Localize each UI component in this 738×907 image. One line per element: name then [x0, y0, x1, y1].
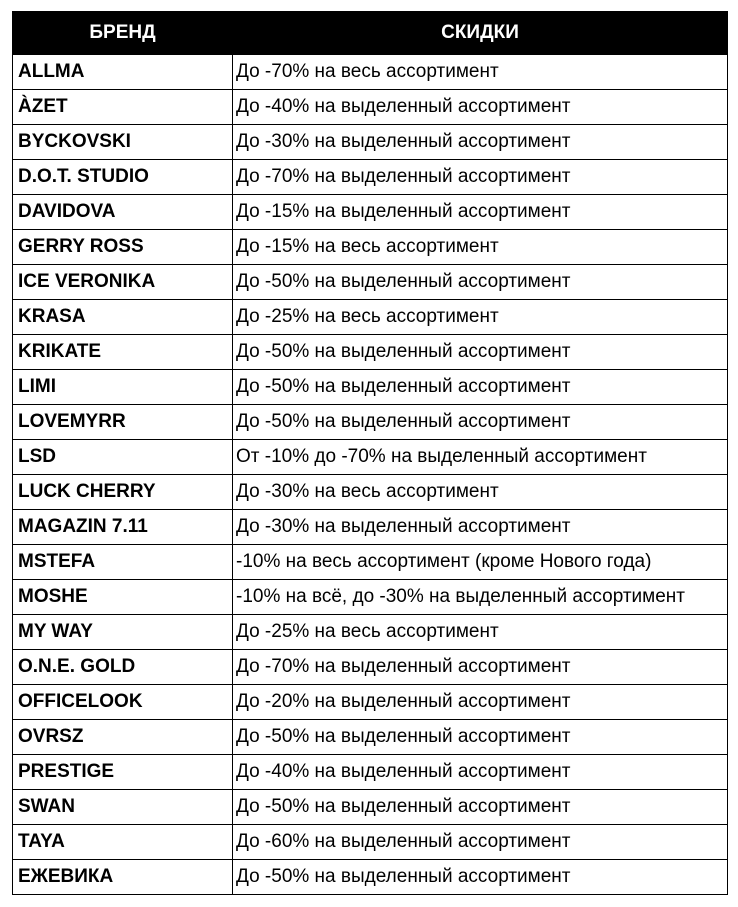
discount-cell: До -50% на выделенный ассортимент [233, 265, 728, 300]
table-row [13, 545, 728, 580]
brand-cell: MAGAZIN 7.11 [13, 510, 233, 545]
brand-cell: PRESTIGE [13, 755, 233, 790]
discount-cell: До -50% на выделенный ассортимент [233, 860, 728, 895]
discount-cell: До -30% на весь ассортимент [233, 475, 728, 510]
table-body [13, 55, 728, 895]
discount-cell: До -15% на весь ассортимент [233, 230, 728, 265]
brand-cell: LSD [13, 440, 233, 475]
table-row [13, 790, 728, 825]
table-row [13, 510, 728, 545]
discount-cell: До -70% на выделенный ассортимент [233, 160, 728, 195]
table-row [13, 755, 728, 790]
brand-cell: BYCKOVSKI [13, 125, 233, 160]
brand-cell: MSTEFA [13, 545, 233, 580]
brand-cell: SWAN [13, 790, 233, 825]
brand-cell: O.N.E. GOLD [13, 650, 233, 685]
discount-cell: До -30% на выделенный ассортимент [233, 125, 728, 160]
brand-cell: KRIKATE [13, 335, 233, 370]
table-row [13, 720, 728, 755]
table-row [13, 825, 728, 860]
table-row [13, 685, 728, 720]
table-row [13, 475, 728, 510]
discount-cell: До -50% на выделенный ассортимент [233, 370, 728, 405]
discount-cell: До -70% на весь ассортимент [233, 55, 728, 90]
brand-cell: ÀZET [13, 90, 233, 125]
table-row [13, 300, 728, 335]
table-row [13, 160, 728, 195]
brand-cell: LUCK CHERRY [13, 475, 233, 510]
table-row [13, 335, 728, 370]
brand-cell: OFFICELOOK [13, 685, 233, 720]
table-row [13, 860, 728, 895]
discount-cell: До -30% на выделенный ассортимент [233, 510, 728, 545]
brand-cell: ALLMA [13, 55, 233, 90]
brand-cell: GERRY ROSS [13, 230, 233, 265]
discount-cell: До -50% на выделенный ассортимент [233, 335, 728, 370]
discounts-table [12, 11, 728, 895]
brand-column-header: БРЕНД [13, 12, 233, 55]
table-row [13, 615, 728, 650]
header-row [13, 12, 728, 55]
table-row [13, 440, 728, 475]
discount-cell: До -40% на выделенный ассортимент [233, 90, 728, 125]
table-row [13, 195, 728, 230]
discount-cell: До -15% на выделенный ассортимент [233, 195, 728, 230]
brand-cell: TAYA [13, 825, 233, 860]
table-row [13, 405, 728, 440]
discount-cell: До -60% на выделенный ассортимент [233, 825, 728, 860]
discount-cell: От -10% до -70% на выделенный ассортимент [233, 440, 728, 475]
table-row [13, 55, 728, 90]
brand-cell: MY WAY [13, 615, 233, 650]
table-row [13, 370, 728, 405]
brand-cell: ЕЖЕВИКА [13, 860, 233, 895]
discount-cell: До -50% на выделенный ассортимент [233, 405, 728, 440]
discount-cell: До -50% на выделенный ассортимент [233, 720, 728, 755]
discount-cell: -10% на весь ассортимент (кроме Нового года) [233, 545, 728, 580]
table-row [13, 230, 728, 265]
table-row [13, 125, 728, 160]
discount-cell: До -25% на весь ассортимент [233, 615, 728, 650]
table-row [13, 265, 728, 300]
brand-cell: MOSHE [13, 580, 233, 615]
discount-column-header: СКИДКИ [233, 12, 728, 55]
brand-cell: DAVIDOVA [13, 195, 233, 230]
discount-cell: До -70% на выделенный ассортимент [233, 650, 728, 685]
brand-cell: LIMI [13, 370, 233, 405]
table-row [13, 90, 728, 125]
brand-cell: KRASA [13, 300, 233, 335]
brand-cell: LOVEMYRR [13, 405, 233, 440]
table-row [13, 580, 728, 615]
discount-cell: До -25% на весь ассортимент [233, 300, 728, 335]
table-row [13, 650, 728, 685]
discount-cell: До -50% на выделенный ассортимент [233, 790, 728, 825]
discount-cell: До -20% на выделенный ассортимент [233, 685, 728, 720]
brand-cell: D.O.T. STUDIO [13, 160, 233, 195]
discount-cell: -10% на всё, до -30% на выделенный ассортимент [233, 580, 728, 615]
discount-cell: До -40% на выделенный ассортимент [233, 755, 728, 790]
brand-cell: ICE VERONIKA [13, 265, 233, 300]
brand-cell: OVRSZ [13, 720, 233, 755]
